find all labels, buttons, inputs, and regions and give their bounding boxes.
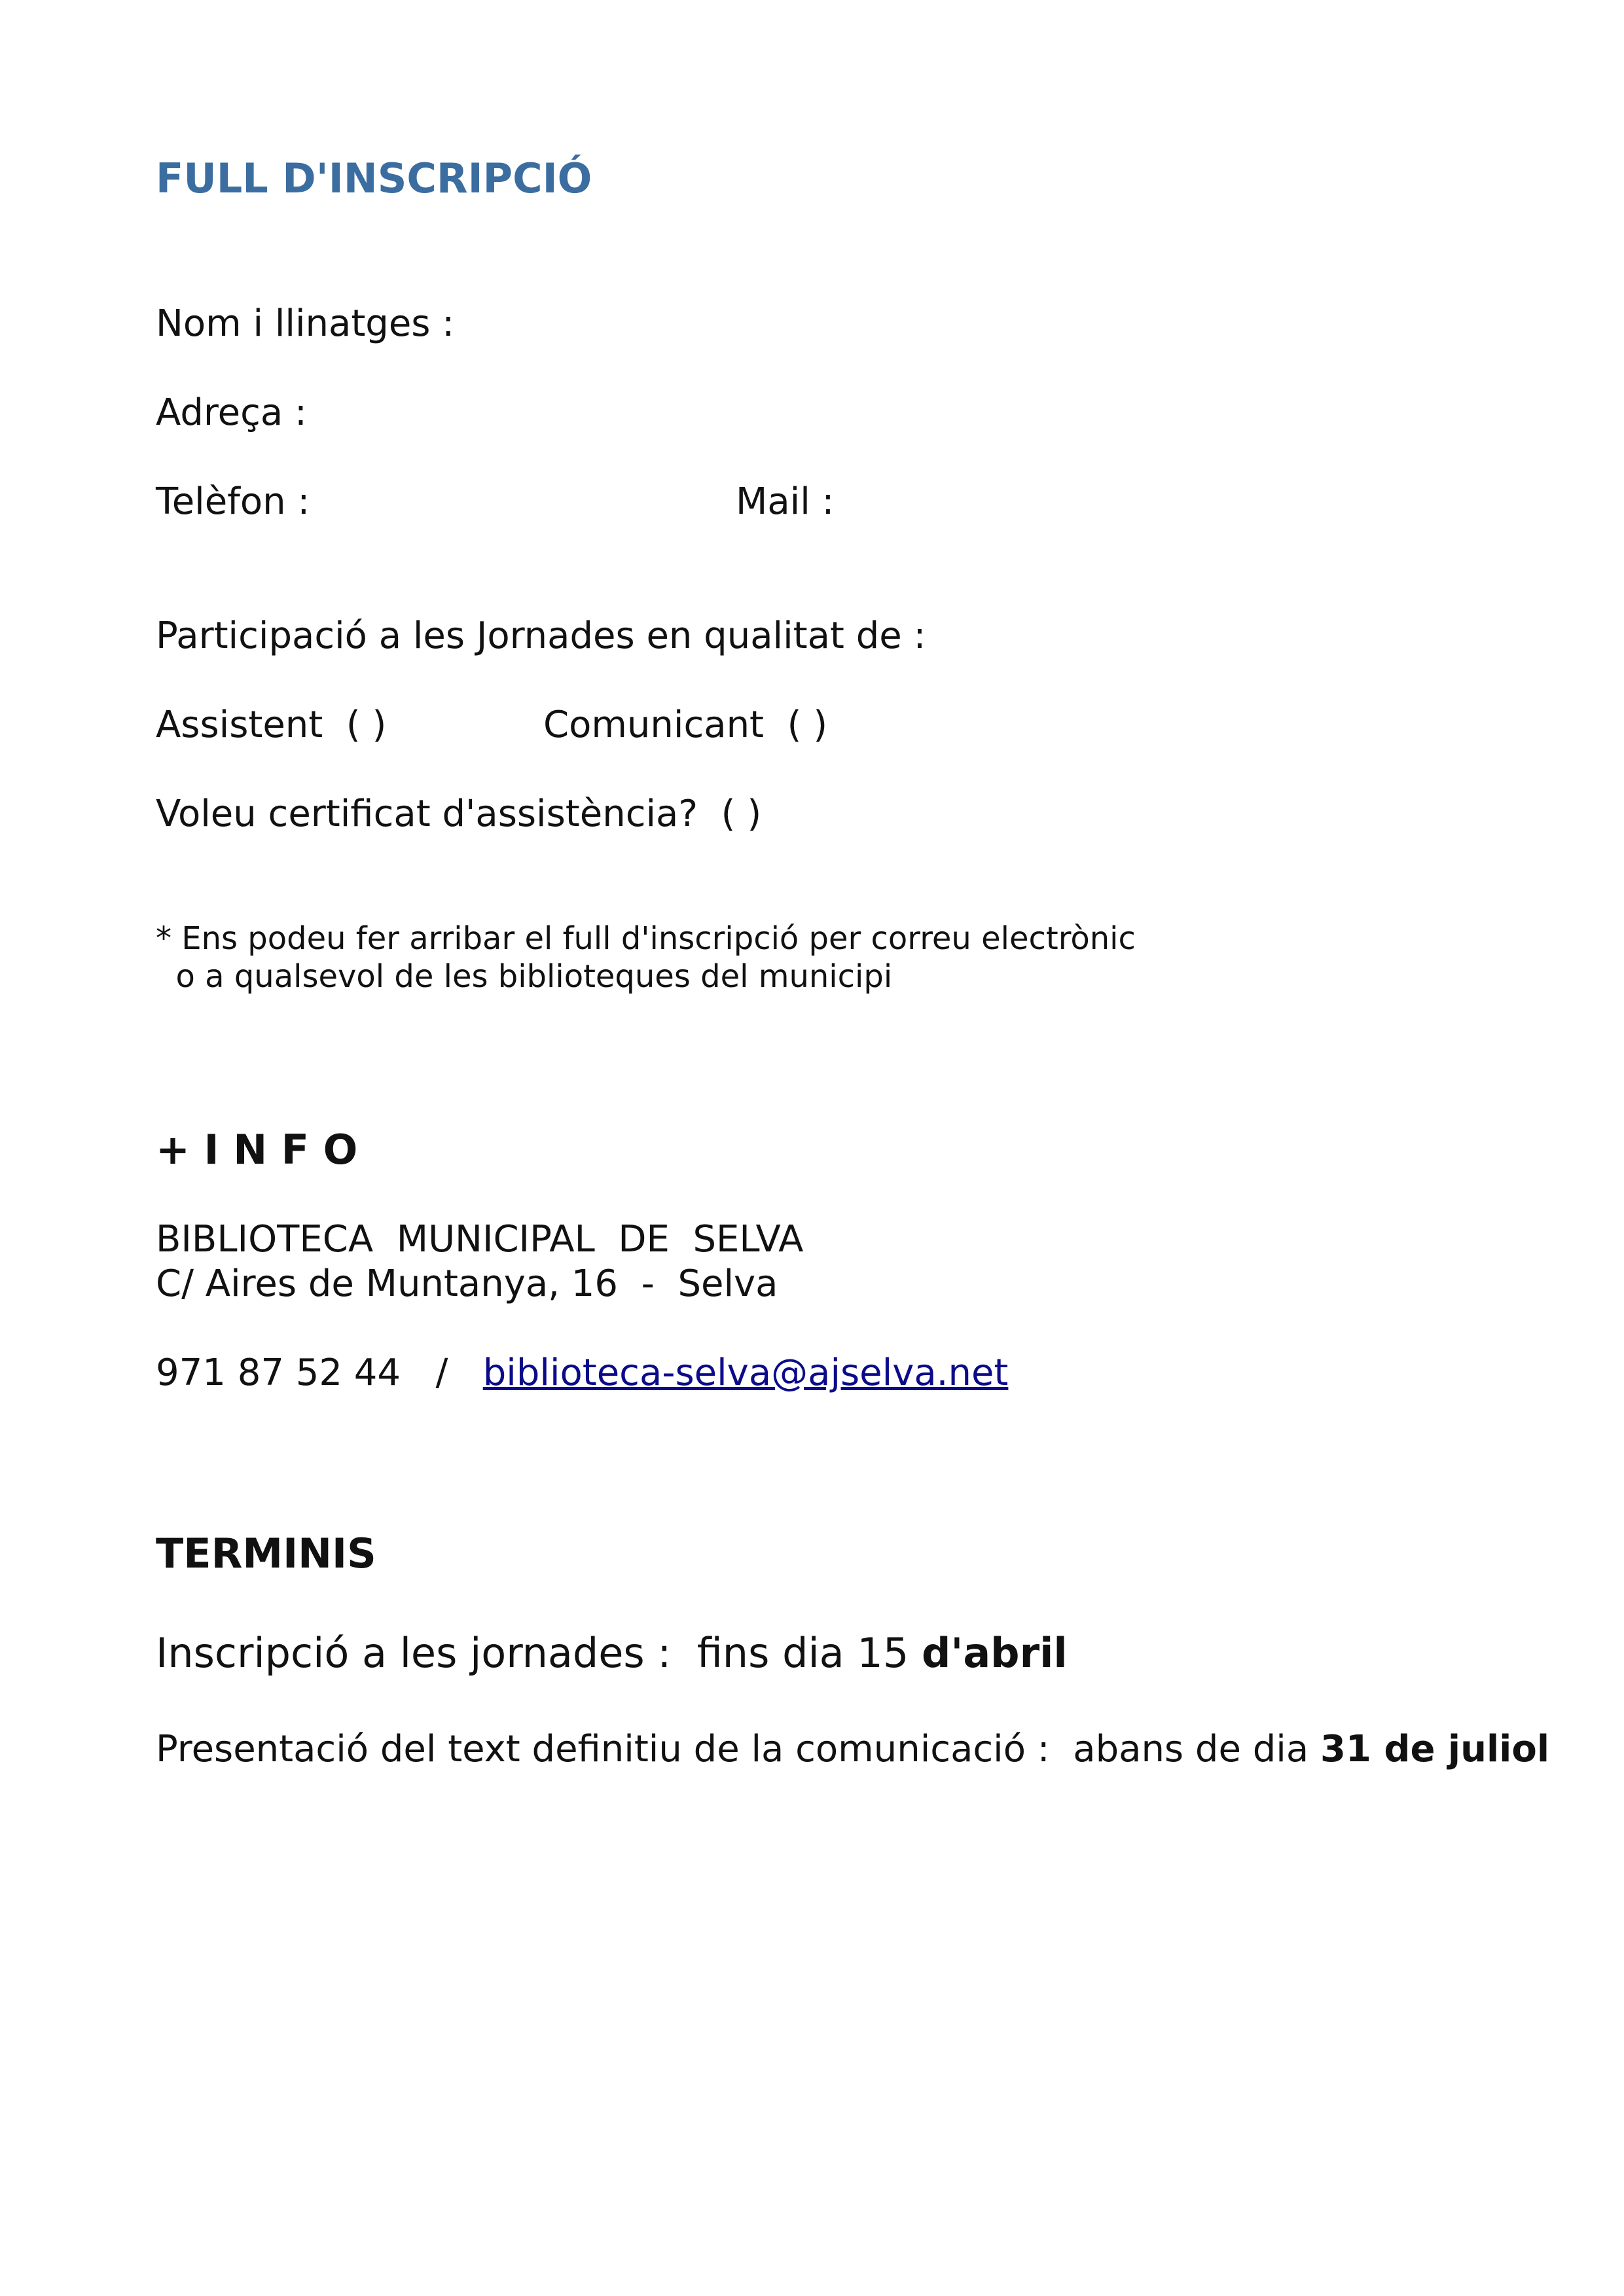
name-label: Nom i llinatges : [156,302,455,345]
library-phone: 971 87 52 44 / [156,1352,483,1394]
certificate-question: Voleu certificat d'assistència? ( ) [156,793,762,835]
phone-label: Telèfon : [156,480,310,523]
library-address: C/ Aires de Muntanya, 16 - Selva [156,1263,778,1305]
terms-heading: TERMINIS [156,1530,376,1577]
mail-label: Mail : [736,480,835,523]
note-line-1: * Ens podeu fer arribar el full d'inscripció per correu electrònic [156,920,1136,957]
submission-text: Presentació del text definitiu de la comunicació : abans de dia [156,1728,1320,1770]
submission-deadline [156,1728,1550,1770]
library-email-link[interactable]: biblioteca-selva@ajselva.net [482,1352,1009,1394]
form-title: FULL D'INSCRIPCIÓ [156,154,592,202]
contact-line [156,1352,1009,1394]
note-line-2: o a qualsevol de les biblioteques del municipi [156,958,893,995]
participation-label: Participació a les Jornades en qualitat de : [156,615,926,657]
info-heading: + I N F O [156,1126,358,1174]
registration-text: Inscripció a les jornades : fins dia 15 [156,1629,922,1677]
submission-date: 31 de juliol [1320,1728,1550,1770]
library-name: BIBLIOTECA MUNICIPAL DE SELVA [156,1218,804,1261]
attendee-option: Assistent ( ) [156,704,387,746]
registration-date: d'abril [921,1629,1068,1677]
speaker-option: Comunicant ( ) [543,704,828,746]
registration-deadline [156,1629,1068,1677]
address-label: Adreça : [156,391,307,434]
